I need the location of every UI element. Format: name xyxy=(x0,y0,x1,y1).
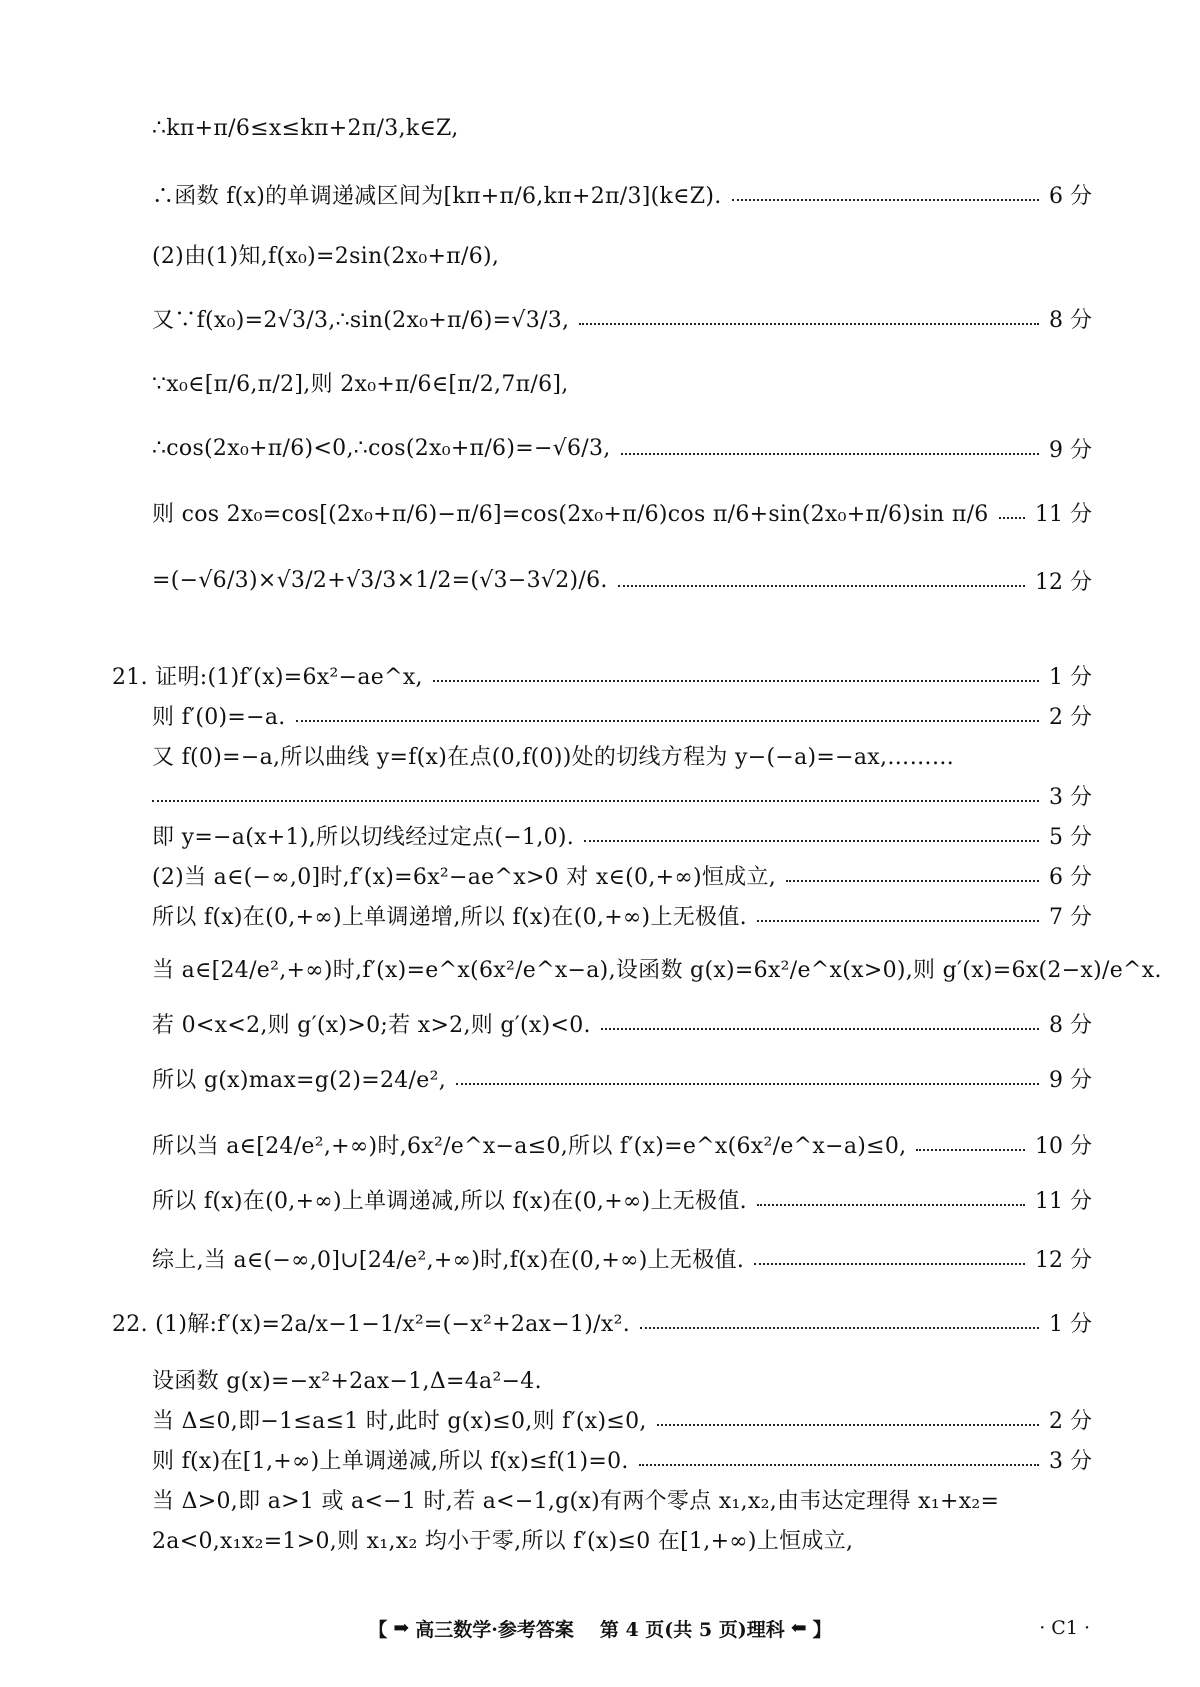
solution-line xyxy=(152,222,1092,286)
dotted-leader xyxy=(732,199,1039,201)
solution-line xyxy=(152,856,1092,894)
score: 8 分 xyxy=(1049,307,1092,333)
solution-line xyxy=(152,1360,1092,1398)
dotted-leader xyxy=(584,840,1039,842)
dotted-leader xyxy=(152,800,1039,802)
dotted-leader xyxy=(916,1149,1025,1151)
score: 9 分 xyxy=(1049,1067,1092,1093)
solution-line xyxy=(152,1004,1092,1042)
math-text: 则 cos 2x₀=cos[(2x₀+π/6)−π/6]=cos(2x₀+π/6)cos π/6+sin(2x₀+π/6)sin π/6 xyxy=(152,501,989,527)
right-arrow-icon: ➡ xyxy=(393,1617,410,1639)
page-info: 第 4 页(共 5 页)理科 xyxy=(599,1618,785,1641)
math-text: 当 Δ≤0,即−1≤a≤1 时,此时 g(x)≤0,则 f′(x)≤0, xyxy=(152,1408,647,1434)
score: 8 分 xyxy=(1049,1012,1092,1038)
footer-title: 高三数学·参考答案 xyxy=(415,1618,574,1641)
solution-line xyxy=(152,548,1092,612)
math-text: 所以当 a∈[24/e²,+∞)时,6x²/e^x−a≤0,所以 f′(x)=e^x(6x²/e^x−a)≤0, xyxy=(152,1133,907,1159)
score: 11 分 xyxy=(1035,1188,1092,1214)
left-bracket: 【 xyxy=(368,1618,388,1641)
dotted-leader xyxy=(757,920,1039,922)
math-text: 则 f(x)在[1,+∞)上单调递减,所以 f(x)≤f(1)=0. xyxy=(152,1448,629,1474)
solution-line xyxy=(152,696,1092,734)
score: 11 分 xyxy=(1035,501,1092,527)
math-text: 则 f′(0)=−a. xyxy=(152,704,286,730)
math-text: 当 a∈[24/e²,+∞)时,f′(x)=e^x(6x²/e^x−a),设函数 g(x)=6x²/e^x(x>0),则 g′(x)=6x(2−x)/e^x. xyxy=(152,957,1162,983)
math-text: =(−√6/3)×√3/2+√3/3×1/2=(√3−3√2)/6. xyxy=(152,567,608,593)
math-text: 又∵f(x₀)=2√3/3,∴sin(2x₀+π/6)=√3/3, xyxy=(152,307,570,333)
solution-line xyxy=(152,1046,1092,1110)
right-bracket: 】 xyxy=(812,1618,832,1641)
dotted-leader xyxy=(786,880,1039,882)
math-text: 即 y=−a(x+1),所以切线经过定点(−1,0). xyxy=(152,824,575,850)
score: 10 分 xyxy=(1035,1133,1092,1159)
solution-line xyxy=(152,96,1092,160)
solution-line xyxy=(152,162,1092,226)
math-text: 设函数 g(x)=−x²+2ax−1,Δ=4a²−4. xyxy=(152,1368,542,1394)
dotted-leader xyxy=(433,680,1039,682)
solution-line xyxy=(152,1400,1092,1438)
score: 9 分 xyxy=(1049,437,1092,463)
dotted-leader xyxy=(579,323,1039,325)
solution-line xyxy=(152,1226,1092,1290)
math-text: (2)当 a∈(−∞,0]时,f′(x)=6x²−ae^x>0 对 x∈(0,+∞)恒成立, xyxy=(152,864,777,890)
math-text: 所以 f(x)在(0,+∞)上单调递增,所以 f(x)在(0,+∞)上无极值. xyxy=(152,904,747,930)
score: 1 分 xyxy=(1049,1311,1092,1337)
score: 2 分 xyxy=(1049,704,1092,730)
solution-line xyxy=(152,776,1092,814)
math-text: 又 f(0)=−a,所以曲线 y=f(x)在点(0,f(0))处的切线方程为 y−(−a)=−ax,……… xyxy=(152,744,955,770)
math-text: 所以 g(x)max=g(2)=24/e², xyxy=(152,1067,446,1093)
solution-line xyxy=(152,1112,1092,1176)
score: 3 分 xyxy=(1049,784,1092,810)
dotted-leader xyxy=(618,585,1025,587)
score: 5 分 xyxy=(1049,824,1092,850)
solution-line xyxy=(152,936,1162,1000)
dotted-leader xyxy=(601,1028,1039,1030)
solution-line xyxy=(152,480,1092,544)
dotted-leader xyxy=(657,1424,1039,1426)
solution-line xyxy=(152,1180,1092,1218)
math-text: (2)由(1)知,f(x₀)=2sin(2x₀+π/6), xyxy=(152,243,500,269)
footer-title-group xyxy=(368,1615,831,1642)
page-footer xyxy=(0,1612,1200,1644)
math-text: ∴kπ+π/6≤x≤kπ+2π/3,k∈Z, xyxy=(152,115,459,141)
score: 12 分 xyxy=(1035,1247,1092,1273)
score: 6 分 xyxy=(1049,183,1092,209)
math-text: 综上,当 a∈(−∞,0]∪[24/e²,+∞)时,f(x)在(0,+∞)上无极值. xyxy=(152,1247,745,1273)
dotted-leader xyxy=(621,453,1039,455)
math-text: ∴cos(2x₀+π/6)<0,∴cos(2x₀+π/6)=−√6/3, xyxy=(152,435,611,461)
solution-line xyxy=(152,816,1092,854)
solution-line xyxy=(152,896,1092,934)
math-text: 2a<0,x₁x₂=1>0,则 x₁,x₂ 均小于零,所以 f′(x)≤0 在[1,+∞)上恒成立, xyxy=(152,1528,854,1554)
dotted-leader xyxy=(999,517,1025,519)
math-text: ∴函数 f(x)的单调递减区间为[kπ+π/6,kπ+2π/3](k∈Z). xyxy=(152,183,722,209)
math-text: ∵x₀∈[π/6,π/2],则 2x₀+π/6∈[π/2,7π/6], xyxy=(152,371,569,397)
score: 6 分 xyxy=(1049,864,1092,890)
score: 2 分 xyxy=(1049,1408,1092,1434)
solution-line xyxy=(112,656,1092,694)
dotted-leader xyxy=(640,1327,1039,1329)
score: 7 分 xyxy=(1049,904,1092,930)
solution-line xyxy=(152,736,1092,774)
math-text: 若 0<x<2,则 g′(x)>0;若 x>2,则 g′(x)<0. xyxy=(152,1012,591,1038)
math-text: 21. 证明:(1)f′(x)=6x²−ae^x, xyxy=(112,664,423,690)
solution-line xyxy=(152,1440,1092,1478)
dotted-leader xyxy=(456,1083,1039,1085)
left-arrow-icon: ⬅ xyxy=(790,1617,807,1639)
math-text: 当 Δ>0,即 a>1 或 a<−1 时,若 a<−1,g(x)有两个零点 x₁,x₂,由韦达定理得 x₁+x₂= xyxy=(152,1488,1000,1514)
solution-line xyxy=(152,350,1092,414)
solution-line xyxy=(112,1290,1092,1354)
solution-line xyxy=(152,416,1092,480)
math-text: 22. (1)解:f′(x)=2a/x−1−1/x²=(−x²+2ax−1)/x². xyxy=(112,1311,631,1337)
score: 3 分 xyxy=(1049,1448,1092,1474)
score: 12 分 xyxy=(1035,569,1092,595)
solution-line xyxy=(152,1520,1092,1558)
solution-line xyxy=(152,1480,1092,1518)
score: 1 分 xyxy=(1049,664,1092,690)
solution-line xyxy=(152,286,1092,350)
dotted-leader xyxy=(296,720,1039,722)
dotted-leader xyxy=(754,1263,1025,1265)
dotted-leader xyxy=(639,1464,1039,1466)
dotted-leader xyxy=(757,1204,1025,1206)
paper-code: · C1 · xyxy=(1039,1617,1090,1639)
math-text: 所以 f(x)在(0,+∞)上单调递减,所以 f(x)在(0,+∞)上无极值. xyxy=(152,1188,747,1214)
